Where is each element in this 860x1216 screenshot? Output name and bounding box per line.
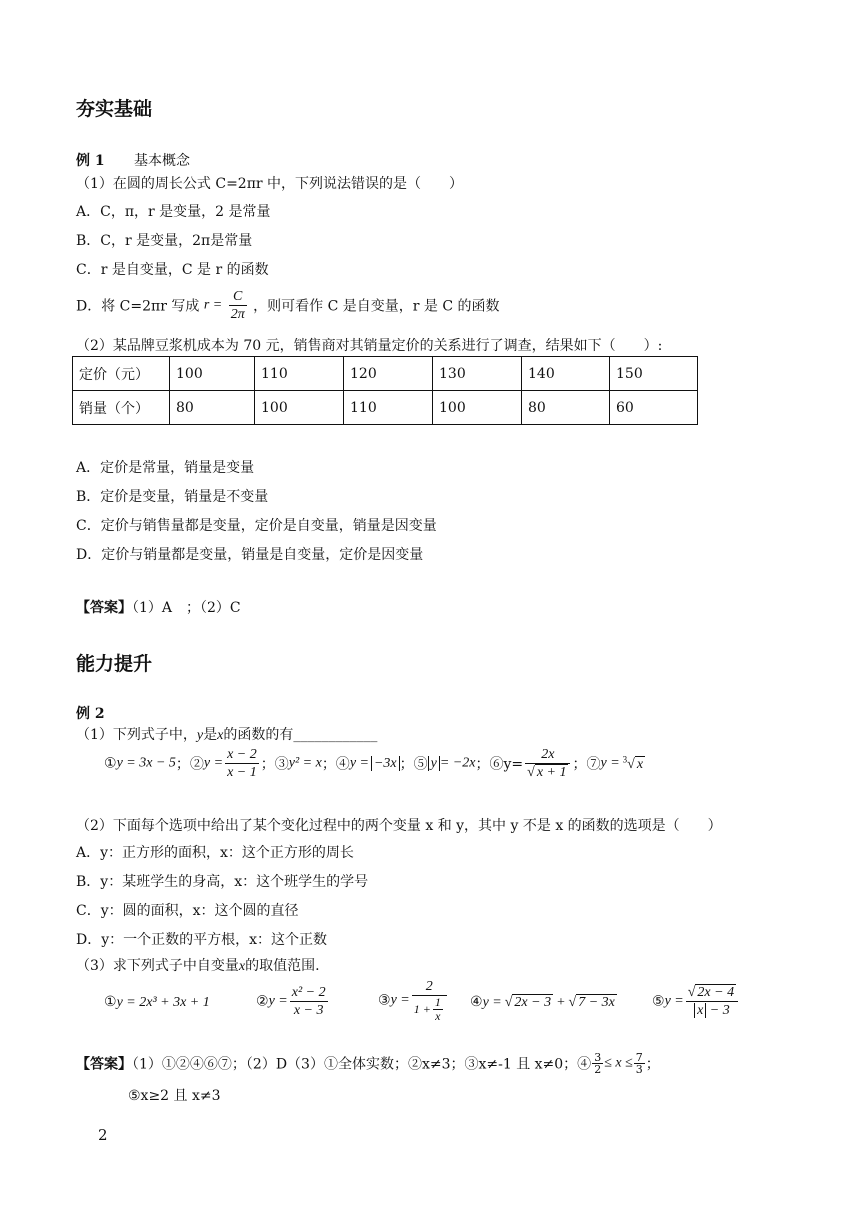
expr-1-marker: ① [104,755,117,772]
ex1-q1-option-a: A．C，π，r 是变量，2 是常量 [76,204,271,220]
ex1-q1-option-b: B．C，r 是变量，2π是常量 [76,233,253,249]
root-index: 3 [622,754,628,765]
answer-inequality: ≤ x ≤ [604,1055,633,1071]
expr-6-marker: ；⑥y= [475,756,524,773]
expr-lhs: y = [482,995,502,1010]
fraction-numerator: x² − 2 [291,985,326,1000]
ex1-q2-option-b: B．定价是变量，销量是不变量 [76,489,269,505]
table-cell: 销量（个） [73,391,170,425]
q1-suffix: 的函数的有____________ [223,727,378,743]
ex2-q2-option-d: D．y：一个正数的平方根，x：这个正数 [76,932,328,948]
answer-label: 【答案】 [76,1056,132,1073]
fraction-denominator [412,996,447,1023]
expr-marker: ② [256,993,269,1010]
ex1-q2-option-c: C．定价与销售量都是变量，定价是自变量，销量是因变量 [76,518,437,534]
expr-marker: ④ [470,994,483,1010]
expr-fraction [412,978,447,1023]
radicand: x [636,756,644,772]
radicand: 2x − 4 [697,985,735,1000]
radicand: 2x − 3 [514,995,552,1010]
expr-lhs: y = [268,993,288,1009]
example-1-label: 例 1 [76,153,105,169]
sqrt-icon: √ [568,995,577,1010]
sqrt-icon: √ [627,756,635,772]
ex2-q3-expr-5 [652,984,740,1019]
ex2-answer-line-1 [76,1052,660,1075]
den-rest: − 3 [709,1003,730,1018]
ex2-q3-expr-1 [104,994,210,1011]
section-title-basic: 夯实基础 [76,98,153,120]
table-cell: 120 [344,357,433,391]
example-1-topic: 基本概念 [134,153,190,169]
table-cell: 100 [433,391,522,425]
var-y: y [196,728,204,743]
example-2-label: 例 2 [76,706,105,722]
answer-fraction-right [634,1052,645,1075]
expr-marker: ③ [378,992,391,1009]
expr-5-abs: y [428,756,440,771]
table-cell: 110 [255,357,344,391]
expr-math: y = 2x³ + 3x + 1 [116,995,210,1010]
ex2-question-1 [76,724,377,744]
ex2-q2-option-a: A．y：正方形的面积，x：这个正方形的周长 [76,845,354,861]
expr-fraction [290,984,328,1019]
expr-4-lhs: y = [349,755,369,771]
formula-lhs: r = [203,297,223,313]
plus-sign: + [556,995,566,1010]
ex1-answer [76,597,241,617]
ex2-q3-expr-4 [470,994,617,1011]
ex2-q3-expr-3 [378,978,449,1023]
table-cell: 130 [433,357,522,391]
price-sales-table [72,356,698,425]
ex1-q2-option-a: A．定价是常量，销量是变量 [76,460,255,476]
fraction-numerator: 2 [412,978,447,996]
table-cell: 80 [522,391,610,425]
table-row [73,391,698,425]
fraction-numerator: C [229,288,247,306]
fraction-denominator [525,764,570,781]
var-x: x [238,959,246,974]
expr-2-marker: ；② [175,756,204,773]
sqrt-term [505,995,553,1010]
page-number: 2 [98,1126,108,1144]
var-x: x [217,728,224,743]
table-cell: 110 [344,391,433,425]
expr-7-marker: ；⑦ [572,756,601,773]
fraction-numerator: 7 [635,1051,643,1064]
expr-2-lhs: y = [203,755,224,771]
table-cell: 100 [255,391,344,425]
den-prefix: 1 + [413,1002,431,1016]
sqrt-icon: √ [687,985,696,1000]
expr-marker: ① [104,994,117,1010]
fraction-numerator: 3 [594,1051,602,1064]
sqrt-icon: √ [504,995,513,1010]
radicand: 7 − 3x [578,995,615,1010]
ex1-question-1: （1）在圆的周长公式 C=2πr 中，下列说法错误的是（ ） [76,176,464,192]
ex2-answer-line-2: ⑤x≥2 且 x≠3 [128,1088,221,1104]
ex1-q1-option-d [76,288,500,323]
ex1-q2-option-d: D．定价与销量都是变量，销量是自变量，定价是因变量 [76,547,424,563]
option-d-suffix: ，则可看作 C 是自变量，r 是 C 的函数 [253,298,500,315]
expr-fraction [686,984,738,1019]
sqrt-term [569,994,617,1010]
table-cell: 80 [170,391,255,425]
ex2-q2-option-c: C．y：圆的面积，x：这个圆的直径 [76,903,299,919]
table-cell: 100 [170,357,255,391]
ex2-q1-expressions [104,746,645,781]
table-cell: 140 [522,357,610,391]
expr-3-marker: ；③ [260,756,289,773]
fraction-denominator: x [435,1009,441,1023]
ex1-q1-option-c: C．r 是自变量，C 是 r 的函数 [76,262,269,278]
abs-value: x [694,1003,706,1018]
section-title-advanced: 能力提升 [76,653,153,675]
fraction-denominator: x − 3 [293,1003,324,1018]
table-cell: 150 [610,357,698,391]
table-cell: 60 [610,391,698,425]
answer-label: 【答案】 [76,600,132,616]
formula-fraction [229,288,247,323]
ex2-question-2: （2）下面每个选项中给出了某个变化过程中的两个变量 x 和 y，其中 y 不是 x 的函数的选项是（ ） [76,818,722,834]
ex2-q3-expr-2 [256,984,330,1019]
cube-root [622,754,645,772]
fraction-denominator: x − 1 [227,765,257,780]
expr-6-fraction [525,746,570,781]
fraction-numerator: 1 [434,995,441,1009]
nested-fraction [433,996,443,1023]
fraction-numerator: 2x [525,746,570,764]
expr-marker: ⑤ [652,993,665,1010]
sqrt-icon: √ [527,765,535,780]
ex1-question-2: （2）某品牌豆浆机成本为 70 元，销售商对其销量定价的关系进行了调查，结果如下（ ）: [76,338,663,354]
radicand: x + 1 [536,765,567,780]
answer-tail: ； [645,1056,660,1073]
fraction-denominator: 3 [635,1063,643,1076]
fraction-denominator: 2π [230,307,245,322]
ex2-question-3 [76,955,320,975]
answer-text: （1）①②④⑥⑦；（2）D（3）①全体实数；②x≠3；③x≠-1 且 x≠0；④ [132,1056,592,1073]
expr-4-abs: −3x [371,756,400,771]
expr-1: y = 3x − 5 [116,755,176,771]
answer-fraction-left [592,1052,603,1075]
table-row [73,357,698,391]
fraction-numerator: x − 2 [227,747,257,762]
table-cell: 定价（元） [73,357,170,391]
q1-prefix: （1）下列式子中， [76,727,197,743]
fraction-denominator [686,1002,738,1019]
fraction-numerator [686,984,738,1002]
q3-suffix: 的取值范围. [245,958,320,974]
answer-text: （1）A ；（2）C [132,600,241,616]
q1-mid: 是 [203,727,218,743]
expr-2-fraction [225,746,259,781]
expr-5-rhs: = −2x [439,755,476,771]
expr-lhs: y = [664,993,684,1009]
ex2-q2-option-b: B．y：某班学生的身高，x：这个班学生的学号 [76,874,369,890]
expr-3: y² = x [288,755,322,771]
q3-prefix: （3）求下列式子中自变量 [76,958,239,974]
expr-4-marker: ；④ [321,756,350,773]
expr-7-lhs: y = [600,755,620,771]
expr-lhs: y = [390,992,410,1008]
fraction-denominator: 2 [594,1063,602,1076]
option-d-prefix: D．将 C=2πr 写成 [76,298,200,315]
expr-5-marker: ；⑤ [399,756,428,773]
